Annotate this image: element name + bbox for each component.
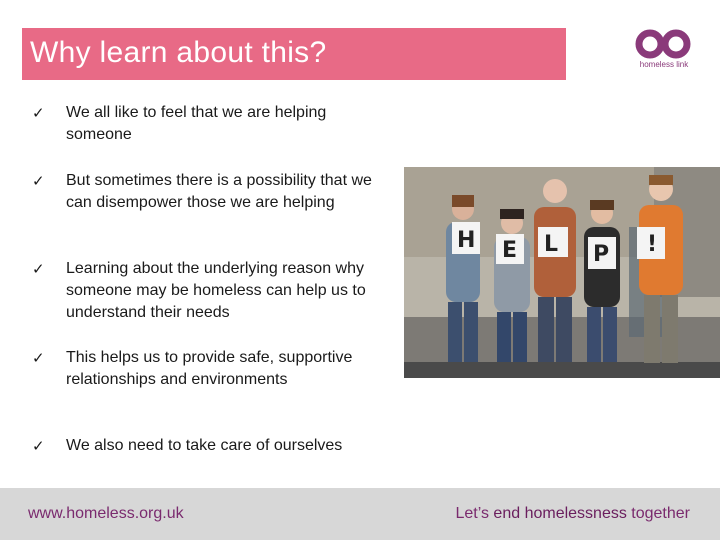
list-item bbox=[24, 170, 394, 214]
help-team-photo bbox=[404, 167, 720, 378]
check-icon: ✓ bbox=[32, 260, 45, 278]
sign-letter: P bbox=[593, 242, 610, 267]
title-bar bbox=[22, 28, 566, 80]
sign-letter: H bbox=[457, 228, 476, 253]
bullet-text: This helps us to provide safe, supportive relationships and environments bbox=[66, 349, 353, 388]
check-icon: ✓ bbox=[32, 104, 45, 122]
website-link[interactable]: www.homeless.org.uk bbox=[28, 505, 184, 522]
list-item bbox=[24, 258, 394, 324]
sign-letter: L bbox=[544, 232, 559, 257]
logo-text: homeless link bbox=[639, 60, 689, 69]
bullet-text: Learning about the underlying reason why someone may be homeless can help us to understand their needs bbox=[66, 260, 366, 321]
check-icon: ✓ bbox=[32, 437, 45, 455]
bullet-text: We all like to feel that we are helping someone bbox=[66, 104, 327, 143]
tagline-emphasis: end homelessness bbox=[493, 505, 627, 522]
tagline bbox=[455, 505, 690, 523]
check-icon: ✓ bbox=[32, 172, 45, 190]
sign-letter: E bbox=[502, 238, 518, 263]
sign-letter: ! bbox=[647, 232, 658, 257]
bullet-text: But sometimes there is a possibility that we can disempower those we are helping bbox=[66, 172, 372, 211]
tagline-part: Let’s bbox=[455, 505, 494, 522]
slide-title: Why learn about this? bbox=[30, 36, 327, 69]
list-item bbox=[24, 435, 342, 457]
list-item bbox=[24, 102, 394, 146]
check-icon: ✓ bbox=[32, 349, 45, 367]
footer bbox=[0, 488, 720, 540]
tagline-part: together bbox=[626, 505, 690, 522]
bullet-text: We also need to take care of ourselves bbox=[66, 437, 343, 454]
list-item bbox=[24, 347, 394, 391]
